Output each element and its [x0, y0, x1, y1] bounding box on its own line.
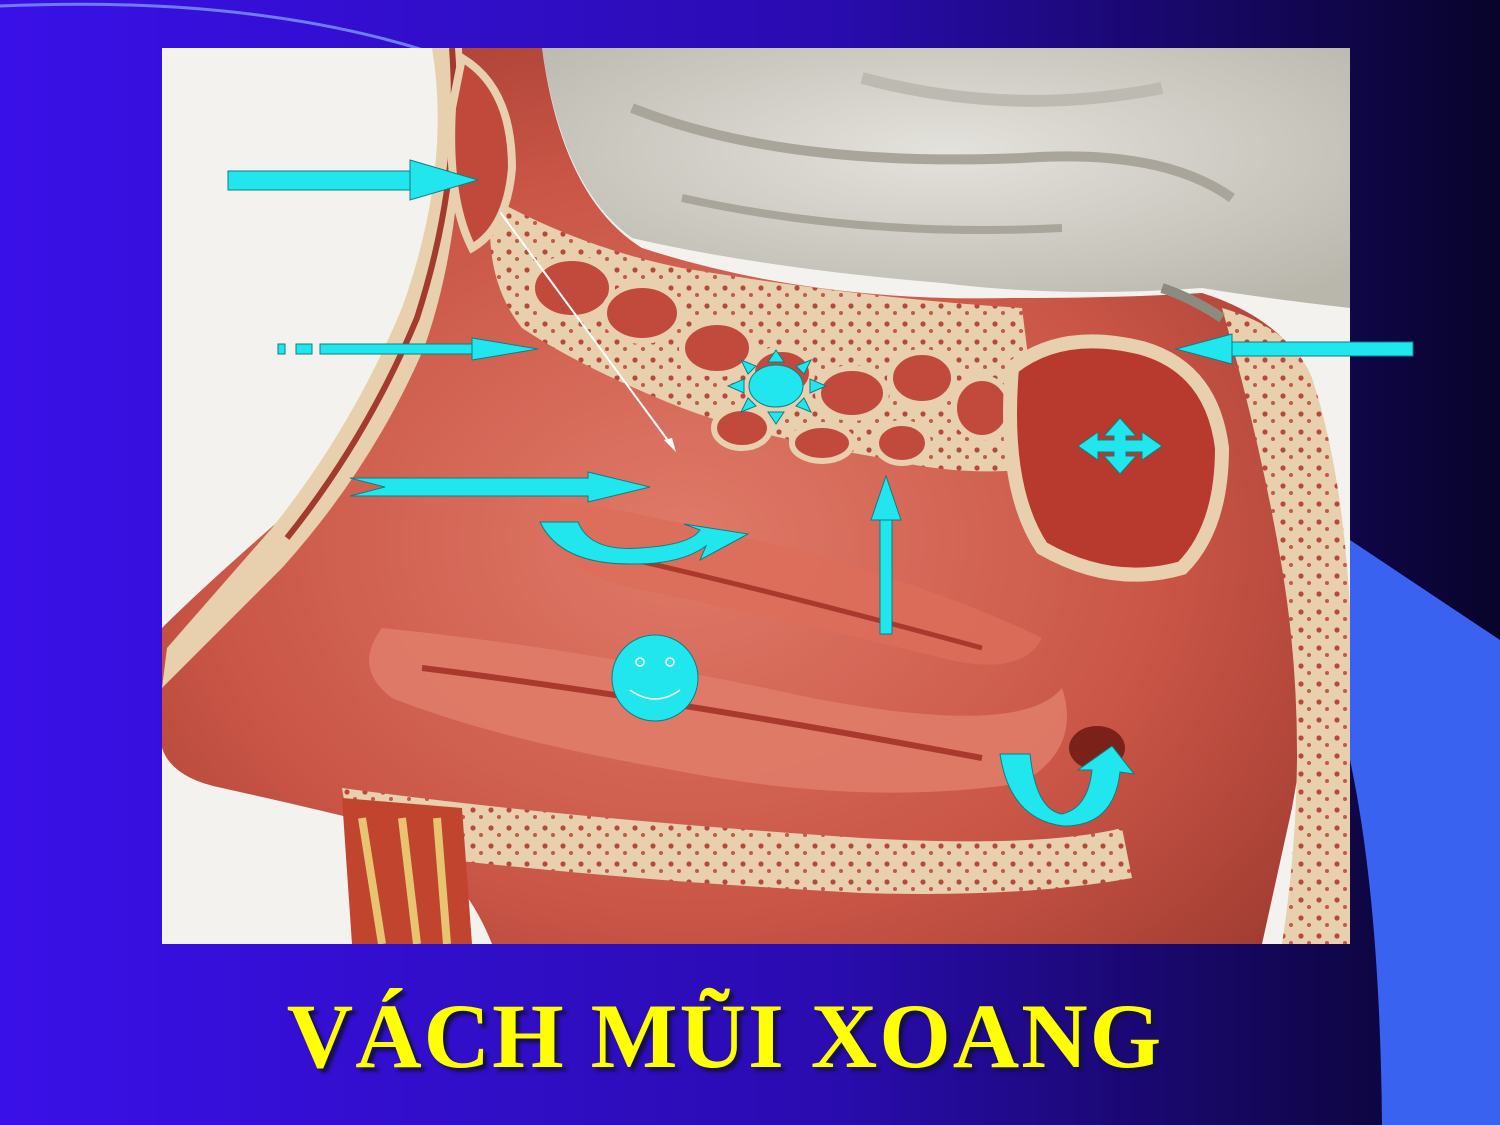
eustachian-opening: [1069, 726, 1125, 770]
sagittal-nasal-cavity-illustration: [162, 48, 1350, 944]
sphenoid-sinus: [1010, 341, 1222, 574]
slide-title: VÁCH MŨI XOANG: [286, 985, 1164, 1087]
